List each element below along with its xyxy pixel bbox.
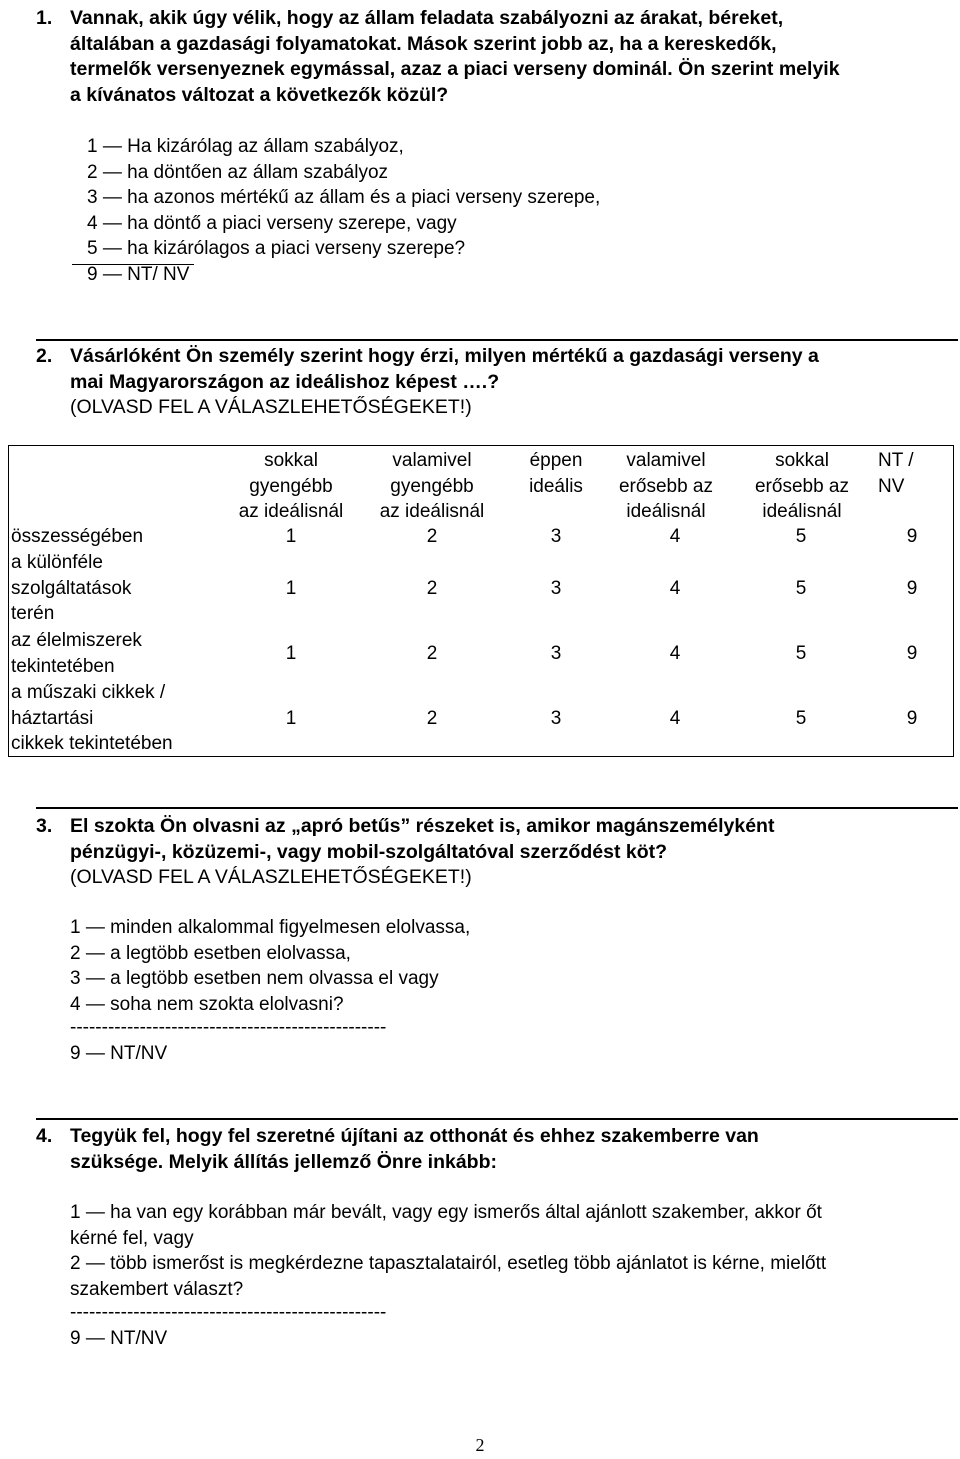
table-cell: 2 xyxy=(426,578,438,599)
answer-option: 9 — NT/NV xyxy=(70,1328,168,1349)
question-4-options xyxy=(70,1200,826,1352)
page-number: 2 xyxy=(475,1435,485,1455)
question-2-line: Vásárlóként Ön személy szerint hogy érzi, milyen mértékű a gazdasági verseny a xyxy=(70,345,819,367)
question-4-line: szüksége. Melyik állítás jellemző Önre inkább: xyxy=(70,1150,497,1173)
table-cell: 1 xyxy=(285,708,297,729)
table-cell: 3 xyxy=(550,578,562,599)
answer-option: 4 — soha nem szokta elolvasni? xyxy=(70,993,344,1015)
table-cell: 5 xyxy=(795,643,807,664)
question-2-instruction: (OLVASD FEL A VÁLASZLEHETŐSÉGEKET!) xyxy=(70,396,472,418)
table-cell: 3 xyxy=(550,643,562,664)
answer-option: 4 — ha döntő a piaci verseny szerepe, vagy xyxy=(87,212,457,234)
answer-option: 2 — a legtöbb esetben elolvassa, xyxy=(70,942,351,964)
table-cell: 2 xyxy=(426,708,438,729)
answer-option: kérné fel, vagy xyxy=(70,1227,194,1249)
column-header: valamivel gyengébb az ideálisnál xyxy=(379,450,485,522)
table-row-label: a műszaki cikkek / háztartási cikkek tekintetében xyxy=(11,682,173,754)
table-cell: 1 xyxy=(285,578,297,599)
table-cell: 5 xyxy=(795,578,807,599)
table-row-label: a különféle szolgáltatások terén xyxy=(11,552,132,624)
table-cell: 9 xyxy=(906,708,918,729)
question-1-line: Vannak, akik úgy vélik, hogy az állam feladata szabályozni az árakat, béreket, xyxy=(70,7,784,29)
table-cell: 5 xyxy=(795,526,807,547)
table-cell: 9 xyxy=(906,578,918,599)
answer-option: szakembert választ? xyxy=(70,1278,244,1300)
table-cell: 2 xyxy=(426,643,438,664)
answer-option: 1 — minden alkalommal figyelmesen elolvassa, xyxy=(70,917,471,938)
column-header: sokkal gyengébb az ideálisnál xyxy=(238,450,344,522)
section-divider xyxy=(36,807,958,809)
table-cell: 4 xyxy=(669,578,681,599)
column-header: valamivel erősebb az ideálisnál xyxy=(618,450,713,522)
answer-option: 2 — ha döntően az állam szabályoz xyxy=(87,161,389,183)
question-1-line: általában a gazdasági folyamatokat. Mások szerint jobb az, ha a kereskedők, xyxy=(70,32,777,55)
question-3-instruction: (OLVASD FEL A VÁLASZLEHETŐSÉGEKET!) xyxy=(70,866,472,888)
table-cell: 9 xyxy=(906,526,918,547)
table-cell: 3 xyxy=(550,526,562,547)
table-cell: 5 xyxy=(795,708,807,729)
question-4-number: 4. xyxy=(36,1125,53,1147)
question-2-line: mai Magyarországon az ideálishoz képest ….? xyxy=(70,370,500,393)
answer-option: 3 — a legtöbb esetben nem olvassa el vagy xyxy=(70,968,439,989)
question-3-line: pénzügyi-, közüzemi-, vagy mobil-szolgáltatóval szerződést köt? xyxy=(70,840,668,863)
table-cell: 9 xyxy=(906,643,918,664)
table-cell: 4 xyxy=(669,643,681,664)
answer-option: 9 — NT/ NV xyxy=(87,263,190,285)
dashed-separator: -------------------------------------------------- xyxy=(70,1302,387,1323)
question-2-number: 2. xyxy=(36,345,53,367)
dashed-separator: -------------------------------------------------- xyxy=(70,1017,387,1038)
table-cell: 4 xyxy=(669,526,681,547)
question-4-line: Tegyük fel, hogy fel szeretné újítani az otthonát és ehhez szakemberre van xyxy=(70,1125,759,1147)
table-row-label: az élelmiszerek tekintetében xyxy=(11,630,142,677)
answer-option: 5 — ha kizárólagos a piaci verseny szerepe? xyxy=(87,238,466,259)
table-cell: 2 xyxy=(426,526,438,547)
column-header: NT / NV xyxy=(878,450,914,497)
question-3-options xyxy=(70,915,470,1067)
question-1-line: a kívánatos változat a következők közül? xyxy=(70,83,449,106)
question-3-line: El szokta Ön olvasni az „apró betűs” részeket is, amikor magánszemélyként xyxy=(70,815,775,837)
question-1-line: termelők versenyeznek egymással, azaz a piaci verseny dominál. Ön szerint melyik xyxy=(70,58,840,80)
answer-option: 9 — NT/NV xyxy=(70,1043,168,1064)
table-row-label: összességében xyxy=(11,526,144,547)
column-header: sokkal erősebb az ideálisnál xyxy=(754,450,849,522)
answer-option: 2 — több ismerőst is megkérdezne tapasztalatairól, esetleg több ajánlatot is kérne, mielőtt xyxy=(70,1253,827,1274)
answer-option: 3 — ha azonos mértékű az állam és a piaci verseny szerepe, xyxy=(87,187,601,208)
question-3-number: 3. xyxy=(36,815,53,837)
table-cell: 1 xyxy=(285,643,297,664)
section-divider xyxy=(36,1118,958,1120)
table-cell: 4 xyxy=(669,708,681,729)
answer-option: 1 — Ha kizárólag az állam szabályoz, xyxy=(87,136,404,157)
question-1-number: 1. xyxy=(36,7,53,29)
table-cell: 3 xyxy=(550,708,562,729)
answer-option: 1 — ha van egy korábban már bevált, vagy egy ismerős által ajánlott szakember, akkor őt xyxy=(70,1202,822,1223)
table-cell: 1 xyxy=(285,526,297,547)
column-header: éppen ideális xyxy=(529,450,583,497)
